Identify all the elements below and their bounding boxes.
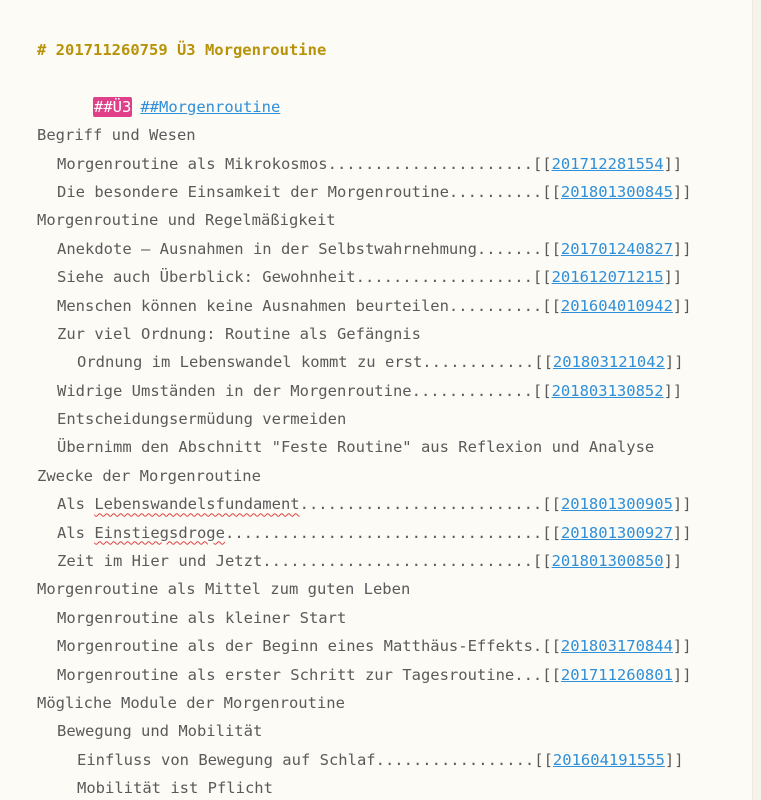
outline-item: Entscheidungsermüdung vermeiden xyxy=(57,410,347,429)
note-link[interactable]: 201711260801 xyxy=(560,665,673,684)
outline-item: Als Einstiegsdroge..................................[[201801300927]] xyxy=(57,523,692,542)
outline-item: Mobilität ist Pflicht xyxy=(77,779,273,798)
outline-item: Ordnung im Lebenswandel kommt zu erst............[[201803121042]] xyxy=(77,353,684,372)
outline-item: Die besondere Einsamkeit der Morgenroutine..........[[201801300845]] xyxy=(57,182,692,201)
vertical-scrollbar[interactable] xyxy=(752,0,761,800)
note-link[interactable]: 201801300850 xyxy=(551,552,664,571)
note-link[interactable]: 201801300845 xyxy=(560,182,673,201)
tag-line xyxy=(37,64,751,116)
outline-item: Morgenroutine als Mikrokosmos......................[[201712281554]] xyxy=(57,154,683,173)
outline-item: Morgenroutine als erster Schritt zur Tagesroutine...[[201711260801]] xyxy=(57,665,692,684)
note-link[interactable]: 201801300905 xyxy=(560,495,673,514)
outline-item: Zeit im Hier und Jetzt.............................[[201801300850]] xyxy=(57,552,683,571)
outline-subheading: Bewegung und Mobilität xyxy=(57,722,263,741)
section-heading-module: Mögliche Module der Morgenroutine xyxy=(37,693,345,712)
outline-item: Einfluss von Bewegung auf Schlaf.................[[201604191555]] xyxy=(77,750,684,769)
note-link[interactable]: 201803130852 xyxy=(551,381,664,400)
section-heading-regelmaessigkeit: Morgenroutine und Regelmäßigkeit xyxy=(37,211,336,230)
note-link[interactable]: 201701240827 xyxy=(560,239,673,258)
outline-item: Menschen können keine Ausnahmen beurteilen..........[[201604010942]] xyxy=(57,296,692,315)
tag-u3[interactable]: ##Ü3 xyxy=(94,97,132,116)
section-heading-gutes-leben: Morgenroutine als Mittel zum guten Leben xyxy=(37,580,411,599)
note-title: # 201711260759 Ü3 Morgenroutine xyxy=(37,41,327,59)
note-link[interactable]: 201803121042 xyxy=(552,353,665,372)
note-content[interactable] xyxy=(37,36,751,800)
outline-item: Morgenroutine als kleiner Start xyxy=(57,608,347,627)
outline-item: Widrige Umständen in der Morgenroutine.............[[201803130852]] xyxy=(57,381,683,400)
section-heading-begriff: Begriff und Wesen xyxy=(37,126,196,145)
note-link[interactable]: 201712281554 xyxy=(551,154,664,173)
outline-subheading: Zur viel Ordnung: Routine als Gefängnis xyxy=(57,324,421,343)
note-link[interactable]: 201803170844 xyxy=(560,637,673,656)
note-link[interactable]: 201604010942 xyxy=(560,296,673,315)
outline-item: Morgenroutine als der Beginn eines Matthäus-Effekts.[[201803170844]] xyxy=(57,637,692,656)
section-heading-zwecke: Zwecke der Morgenroutine xyxy=(37,466,261,485)
outline-item: Siehe auch Überblick: Gewohnheit...................[[201612071215]] xyxy=(57,268,683,287)
outline-item: Als Lebenswandelsfundament..........................[[201801300905]] xyxy=(57,495,692,514)
misspelled-word[interactable]: Einstiegsdroge xyxy=(94,523,225,542)
note-link[interactable]: 201801300927 xyxy=(560,523,673,542)
note-link[interactable]: 201604191555 xyxy=(552,750,665,769)
tag-morgenroutine[interactable]: ##Morgenroutine xyxy=(140,97,281,116)
note-link[interactable]: 201612071215 xyxy=(551,268,664,287)
outline-item: Anekdote – Ausnahmen in der Selbstwahrnehmung.......[[201701240827]] xyxy=(57,239,692,258)
misspelled-word[interactable]: Lebenswandelsfundament xyxy=(94,495,300,514)
outline-item: Übernimm den Abschnitt "Feste Routine" aus Reflexion und Analyse xyxy=(57,438,655,457)
